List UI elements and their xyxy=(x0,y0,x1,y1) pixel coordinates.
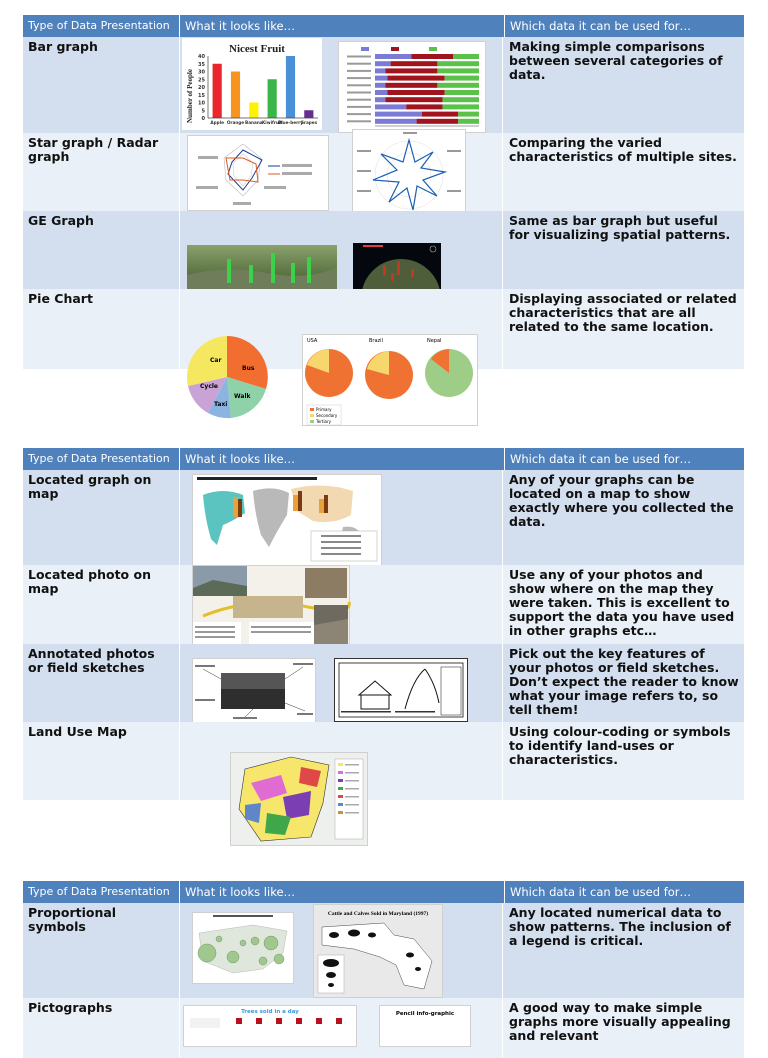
x-tick-label: Orange xyxy=(226,120,245,125)
row-type: Proportional symbols xyxy=(28,905,117,934)
stacked-segment xyxy=(437,61,479,66)
stacked-row-label xyxy=(347,99,371,101)
stacked-segment xyxy=(445,76,479,81)
maryland-map-image xyxy=(313,904,443,998)
stacked-segment xyxy=(437,83,479,88)
chart-title: Nicest Fruit xyxy=(229,43,285,55)
x-tick-label: Banana xyxy=(245,120,263,125)
header-use: Which data it can be used for… xyxy=(504,881,744,903)
pie-legend-item: Primary xyxy=(316,407,332,412)
x-tick-label: Apple xyxy=(210,120,224,125)
ge-terrain-image xyxy=(187,245,337,289)
stacked-segment xyxy=(375,104,406,109)
stacked-row-label xyxy=(347,63,371,65)
bar xyxy=(249,103,258,119)
fruit-bar-chart xyxy=(182,38,322,130)
header-type: Type of Data Presentation xyxy=(28,19,170,32)
table-row xyxy=(23,722,744,800)
row-visual xyxy=(179,37,503,133)
stacked-segment xyxy=(375,54,411,59)
table-row xyxy=(23,470,744,565)
header-use: Which data it can be used for… xyxy=(504,448,744,470)
stacked-segment xyxy=(406,104,442,109)
row-use: Use any of your photos and show where on the map they were taken. This is excellent to support the data you have used in other graphs etc… xyxy=(509,567,735,638)
row-type: Land Use Map xyxy=(28,724,127,739)
map-title: Cattle and Calves Sold in Maryland (1997) xyxy=(327,911,429,917)
stacked-segment xyxy=(443,104,479,109)
bar xyxy=(286,56,295,118)
row-use: Making simple comparisons between several categories of data. xyxy=(509,39,723,82)
table-row xyxy=(23,37,744,133)
stacked-row-label xyxy=(347,92,371,94)
stacked-segment xyxy=(385,83,437,88)
header-type: Type of Data Presentation xyxy=(28,885,170,898)
stacked-segment xyxy=(385,97,442,102)
pie-label: Cycle xyxy=(200,383,218,390)
row-type: Located photo on map xyxy=(28,567,151,596)
stacked-segment xyxy=(453,54,479,59)
pie-title: Nepal xyxy=(427,338,442,344)
row-use: A good way to make simple graphs more visually appealing and relevant xyxy=(509,1000,731,1043)
pie-label: Bus xyxy=(242,365,255,372)
table-2 xyxy=(23,448,744,800)
row-use: Pick out the key features of your photos or field sketches. Don’t expect the reader to know what your image refers to, so tell them! xyxy=(509,646,739,717)
stacked-bar-image xyxy=(338,41,486,133)
pie-label: Walk xyxy=(234,393,251,400)
stacked-segment xyxy=(387,76,444,81)
bar-chart-image xyxy=(182,38,322,130)
bar xyxy=(268,79,277,118)
pie-label: Car xyxy=(210,357,222,364)
stacked-row-label xyxy=(347,77,371,79)
row-type: Located graph on map xyxy=(28,472,152,501)
y-tick-label: 5 xyxy=(201,108,205,115)
y-tick-label: 15 xyxy=(198,92,205,99)
stacked-segment xyxy=(411,54,453,59)
row-visual xyxy=(179,644,503,722)
bar xyxy=(213,64,222,118)
pencil-infographic-image xyxy=(379,1005,471,1047)
table-header xyxy=(23,881,744,903)
stacked-segment xyxy=(445,90,479,95)
stacked-row-label xyxy=(347,120,371,122)
y-tick-label: 30 xyxy=(198,69,205,76)
table-header xyxy=(23,15,744,37)
row-visual xyxy=(179,211,503,289)
x-tick-label: Grapes xyxy=(300,120,318,125)
us-proportional-map-image xyxy=(192,912,294,984)
stacked-segment xyxy=(375,61,391,66)
coast-photo-image xyxy=(314,605,348,645)
row-type: Annotated photos or field sketches xyxy=(28,646,155,675)
stacked-segment xyxy=(437,68,479,73)
star-chart-image xyxy=(352,129,466,221)
y-tick-label: 25 xyxy=(198,77,205,84)
stacked-row-label xyxy=(347,113,371,115)
annotated-photo-image xyxy=(192,658,316,724)
pie-label: Taxi xyxy=(214,401,228,408)
y-tick-label: 0 xyxy=(201,116,205,122)
header-type: Type of Data Presentation xyxy=(28,452,170,465)
field-sketch-image xyxy=(334,658,468,722)
pie-chart-image xyxy=(184,334,270,420)
stacked-segment xyxy=(391,61,438,66)
stacked-row-label xyxy=(347,84,371,86)
header-looks: What it looks like… xyxy=(179,15,503,37)
stacked-segment xyxy=(458,112,479,117)
y-tick-label: 35 xyxy=(198,61,205,68)
chart-ylabel: Number of People xyxy=(186,69,194,123)
small-pies-image xyxy=(302,334,478,426)
y-tick-label: 20 xyxy=(198,85,205,91)
stacked-segment xyxy=(375,68,385,73)
stacked-row-label xyxy=(347,70,371,72)
table-row xyxy=(23,998,744,1058)
pie-legend-item: Tertiary xyxy=(316,419,332,424)
stacked-segment xyxy=(387,90,444,95)
pie-title: Brazil xyxy=(369,338,383,344)
x-tick-label: Blue-berry xyxy=(278,120,303,125)
row-type: Star graph / Radar graph xyxy=(28,135,159,164)
table-row xyxy=(23,644,744,722)
land-use-map-image xyxy=(230,752,368,846)
stacked-segment xyxy=(417,119,459,124)
row-use: Comparing the varied characteristics of multiple sites. xyxy=(509,135,737,164)
stacked-segment xyxy=(375,83,385,88)
row-type: Pictographs xyxy=(28,1000,113,1015)
row-type: Pie Chart xyxy=(28,291,93,306)
stacked-segment xyxy=(375,119,417,124)
table-header xyxy=(23,448,744,470)
row-use: Using colour-coding or symbols to identify land-uses or characteristics. xyxy=(509,724,731,767)
row-use: Displaying associated or related characteristics that are all related to the same location. xyxy=(509,291,737,334)
radar-chart-image xyxy=(187,135,329,211)
stacked-row-label xyxy=(347,56,371,58)
y-tick-label: 40 xyxy=(198,54,205,60)
row-visual xyxy=(179,903,503,998)
stacked-segment xyxy=(422,112,458,117)
ge-globe-image xyxy=(353,243,441,293)
stacked-segment xyxy=(443,97,479,102)
pictograph-image xyxy=(183,1005,357,1047)
pie-title: USA xyxy=(307,338,318,344)
stacked-segment xyxy=(375,76,387,81)
row-type: GE Graph xyxy=(28,213,94,228)
bar xyxy=(231,72,240,119)
header-use: Which data it can be used for… xyxy=(504,15,744,37)
row-use: Any of your graphs can be located on a map to show exactly where you collected the data. xyxy=(509,472,734,529)
y-tick-label: 10 xyxy=(198,100,205,107)
header-looks: What it looks like… xyxy=(179,881,503,903)
bar xyxy=(304,110,313,118)
row-type: Bar graph xyxy=(28,39,98,54)
table-3 xyxy=(23,881,744,1043)
row-visual xyxy=(179,133,503,211)
row-use: Same as bar graph but useful for visualizing spatial patterns. xyxy=(509,213,731,242)
stacked-row-label xyxy=(347,106,371,108)
stacked-segment xyxy=(375,90,387,95)
table-row xyxy=(23,565,744,644)
stacked-segment xyxy=(375,97,385,102)
row-visual xyxy=(179,470,503,565)
table-row xyxy=(23,211,744,289)
row-visual xyxy=(179,565,503,644)
pictograph-title: Trees sold in a day xyxy=(241,1009,299,1015)
infographic-title: Pencil info-graphic xyxy=(395,1011,455,1017)
table-row xyxy=(23,903,744,998)
pie-legend-item: Secondary xyxy=(316,413,338,418)
header-looks: What it looks like… xyxy=(179,448,503,470)
stacked-segment xyxy=(375,112,422,117)
row-visual xyxy=(179,998,503,1058)
x-tick-label: Kiwifruit xyxy=(262,120,283,125)
stacked-segment xyxy=(458,119,479,124)
table-1 xyxy=(23,15,744,369)
stacked-segment xyxy=(385,68,437,73)
table-row xyxy=(23,133,744,211)
row-use: Any located numerical data to show patterns. The inclusion of a legend is critical. xyxy=(509,905,731,948)
world-map-graph-image xyxy=(192,474,382,566)
